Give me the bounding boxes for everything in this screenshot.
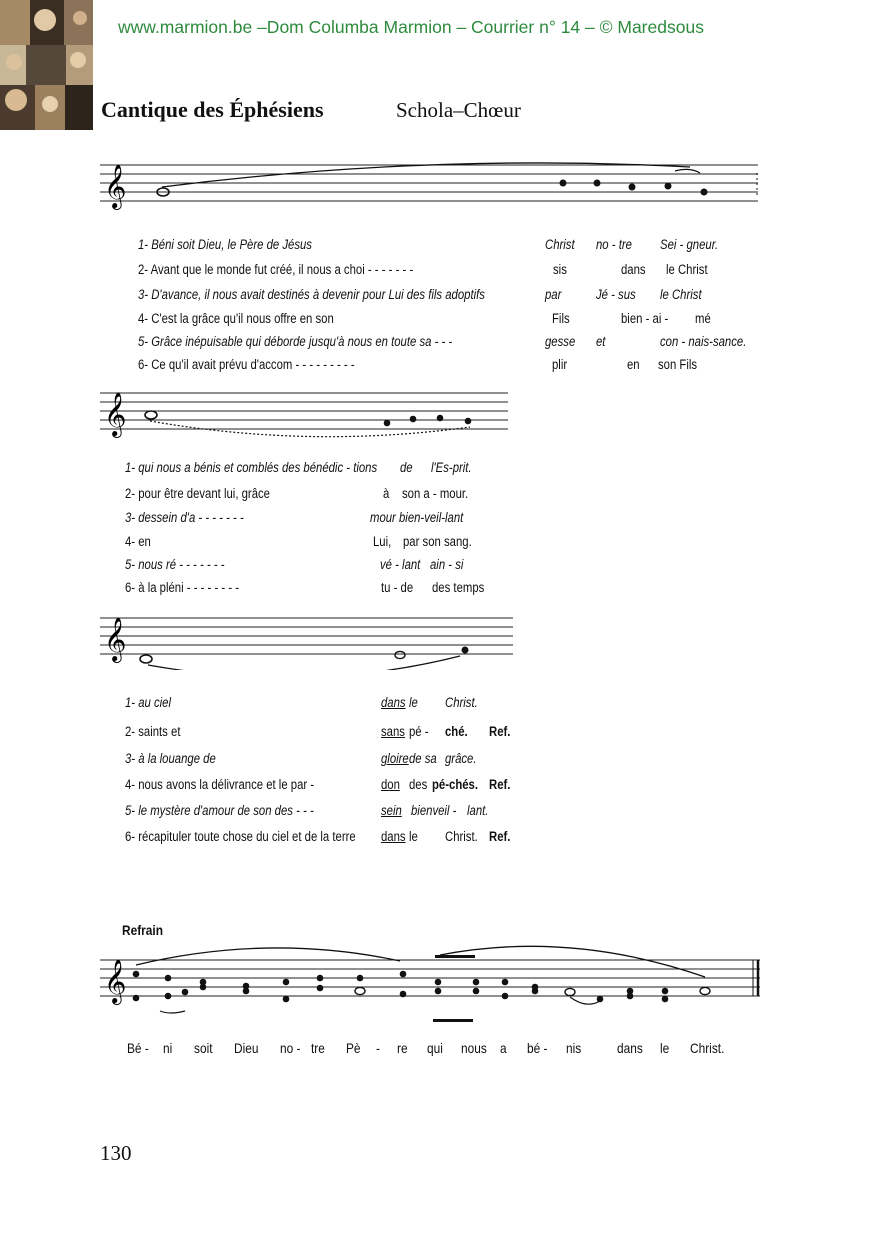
verse3-line-1-c: le bbox=[409, 695, 418, 710]
verse1-line-1-b: Christ bbox=[545, 237, 575, 252]
verse3-line-1-d: Christ. bbox=[445, 695, 478, 710]
music-staff-2 bbox=[100, 385, 520, 445]
verse2-line-6-b: tu - de bbox=[381, 580, 414, 595]
verse3-line-1-b: dans bbox=[381, 695, 406, 710]
verse1-line-5-c: et bbox=[596, 334, 606, 349]
refrain-syllable: Christ. bbox=[690, 1040, 725, 1056]
verse3-line-4-a: 4- nous avons la délivrance et le par - bbox=[125, 777, 315, 792]
verse1-line-2-d: le Christ bbox=[666, 262, 708, 277]
verse3-line-3-d: grâce. bbox=[445, 751, 477, 766]
verse2-line-2-c: son a - mour. bbox=[402, 486, 469, 501]
verse2-line-4-a: 4- en bbox=[125, 534, 151, 549]
verse3-line-2-c: pé - bbox=[409, 724, 429, 739]
refrain-syllable: a bbox=[500, 1040, 507, 1056]
verse1-line-4-d: mé bbox=[695, 311, 711, 326]
verse3-line-4-ref: Ref. bbox=[489, 777, 511, 792]
verse1-line-1-c: no - tre bbox=[596, 237, 632, 252]
verse2-line-3-a: 3- dessein d'a - - - - - - - bbox=[125, 510, 244, 525]
verse3-line-4-b: don bbox=[381, 777, 400, 792]
refrain-syllable: no - bbox=[280, 1040, 301, 1056]
verse3-line-4-d: pé-chés. bbox=[432, 777, 479, 792]
verse1-line-4-b: Fils bbox=[552, 311, 570, 326]
verse2-line-4-c: par son sang. bbox=[403, 534, 472, 549]
verse2-line-5-c: ain - si bbox=[430, 557, 464, 572]
verse1-line-5-d: con - nais-sance. bbox=[660, 334, 747, 349]
verse1-line-6-b: plir bbox=[552, 357, 568, 372]
verse3-line-3-b: gloire bbox=[381, 751, 409, 766]
verse3-line-5-c: bienveil - bbox=[411, 803, 457, 818]
page-number: 130 bbox=[100, 1141, 132, 1165]
refrain-syllable: - bbox=[376, 1040, 380, 1056]
photo-collage bbox=[0, 0, 93, 130]
refrain-staff bbox=[100, 935, 765, 1025]
page-title: Cantique des Éphésiens bbox=[101, 97, 324, 122]
page-subtitle: Schola–Chœur bbox=[396, 98, 521, 122]
svg-text:𝄞: 𝄞 bbox=[104, 164, 127, 208]
verse1-line-3-b: par bbox=[545, 287, 562, 302]
refrain-syllable: Pè bbox=[346, 1040, 361, 1056]
verse1-line-4-c: bien - ai - bbox=[621, 311, 669, 326]
verse1-line-6-c: en bbox=[627, 357, 640, 372]
verse1-line-6-a: 6- Ce qu'il avait prévu d'accom - - - - - - - - - bbox=[138, 357, 355, 372]
svg-text:𝄞: 𝄞 bbox=[104, 959, 127, 1003]
refrain-syllable: le bbox=[660, 1040, 670, 1056]
verse1-line-5-a: 5- Grâce inépuisable qui déborde jusqu'à nous en toute sa - - - bbox=[138, 334, 453, 349]
verse2-line-5-a: 5- nous ré - - - - - - - bbox=[125, 557, 225, 572]
refrain-syllable: qui bbox=[427, 1040, 443, 1056]
verse3-line-2-ref: Ref. bbox=[489, 724, 511, 739]
refrain-syllable: nous bbox=[461, 1040, 487, 1056]
verse1-line-1-a: 1- Béni soit Dieu, le Père de Jésus bbox=[138, 237, 312, 252]
verse1-line-3-a: 3- D'avance, il nous avait destinés à devenir pour Lui des fils adoptifs bbox=[138, 287, 485, 302]
verse1-line-1-d: Sei - gneur. bbox=[660, 237, 719, 252]
verse2-line-1-c: l'Es-prit. bbox=[431, 460, 472, 475]
verse3-line-6-d: Christ. bbox=[445, 829, 478, 844]
verse1-line-4-a: 4- C'est la grâce qu'il nous offre en son bbox=[138, 311, 334, 326]
refrain-syllable: Bé - bbox=[127, 1040, 149, 1056]
verse2-line-2-a: 2- pour être devant lui, grâce bbox=[125, 486, 270, 501]
header-line: www.marmion.be –Dom Columba Marmion – Courrier n° 14 – © Maredsous bbox=[118, 17, 704, 37]
verse1-line-2-a: 2- Avant que le monde fut créé, il nous a choi - - - - - - - bbox=[138, 262, 414, 277]
svg-text:𝄞: 𝄞 bbox=[104, 617, 127, 661]
refrain-syllable: soit bbox=[194, 1040, 213, 1056]
refrain-syllable: ni bbox=[163, 1040, 173, 1056]
verse3-line-6-a: 6- récapituler toute chose du ciel et de la terre bbox=[125, 829, 356, 844]
music-staff-1 bbox=[100, 155, 765, 215]
verse2-line-6-a: 6- à la pléni - - - - - - - - bbox=[125, 580, 240, 595]
verse3-line-3-a: 3- à la louange de bbox=[125, 751, 216, 766]
verse2-line-4-b: Lui, bbox=[373, 534, 392, 549]
refrain-syllable: nis bbox=[566, 1040, 582, 1056]
refrain-syllable: Dieu bbox=[234, 1040, 259, 1056]
verse1-line-3-d: le Christ bbox=[660, 287, 702, 302]
verse2-line-6-c: des temps bbox=[432, 580, 485, 595]
verse2-line-1-b: de bbox=[400, 460, 413, 475]
music-staff-3 bbox=[100, 608, 520, 670]
verse3-line-4-c: des bbox=[409, 777, 428, 792]
verse3-line-5-d: lant. bbox=[467, 803, 489, 818]
verse3-line-6-ref: Ref. bbox=[489, 829, 511, 844]
verse1-line-2-c: dans bbox=[621, 262, 646, 277]
verse3-line-1-a: 1- au ciel bbox=[125, 695, 172, 710]
refrain-syllable: bé - bbox=[527, 1040, 548, 1056]
verse2-line-5-b: vé - lant bbox=[380, 557, 421, 572]
verse3-line-5-b: sein bbox=[381, 803, 402, 818]
verse3-line-5-a: 5- le mystère d'amour de son des - - - bbox=[125, 803, 314, 818]
refrain-syllable: dans bbox=[617, 1040, 643, 1056]
verse1-line-5-b: gesse bbox=[545, 334, 576, 349]
refrain-syllable: tre bbox=[311, 1040, 325, 1056]
verse2-line-2-b: à bbox=[383, 486, 390, 501]
verse3-line-6-b: dans bbox=[381, 829, 406, 844]
verse1-line-6-d: son Fils bbox=[658, 357, 698, 372]
verse3-line-2-a: 2- saints et bbox=[125, 724, 181, 739]
refrain-label: Refrain bbox=[122, 922, 163, 938]
verse1-line-3-c: Jé - sus bbox=[596, 287, 636, 302]
refrain-syllable: re bbox=[397, 1040, 408, 1056]
verse3-line-2-d: ché. bbox=[445, 724, 468, 739]
svg-text:𝄞: 𝄞 bbox=[104, 392, 127, 436]
verse1-line-2-b: sis bbox=[553, 262, 567, 277]
verse2-line-3-b: mour bien-veil-lant bbox=[370, 510, 464, 525]
verse3-line-3-c: de sa bbox=[409, 751, 437, 766]
verse2-line-1-a: 1- qui nous a bénis et comblés des bénédic - tions bbox=[125, 460, 378, 475]
verse3-line-2-b: sans bbox=[381, 724, 405, 739]
verse3-line-6-c: le bbox=[409, 829, 418, 844]
